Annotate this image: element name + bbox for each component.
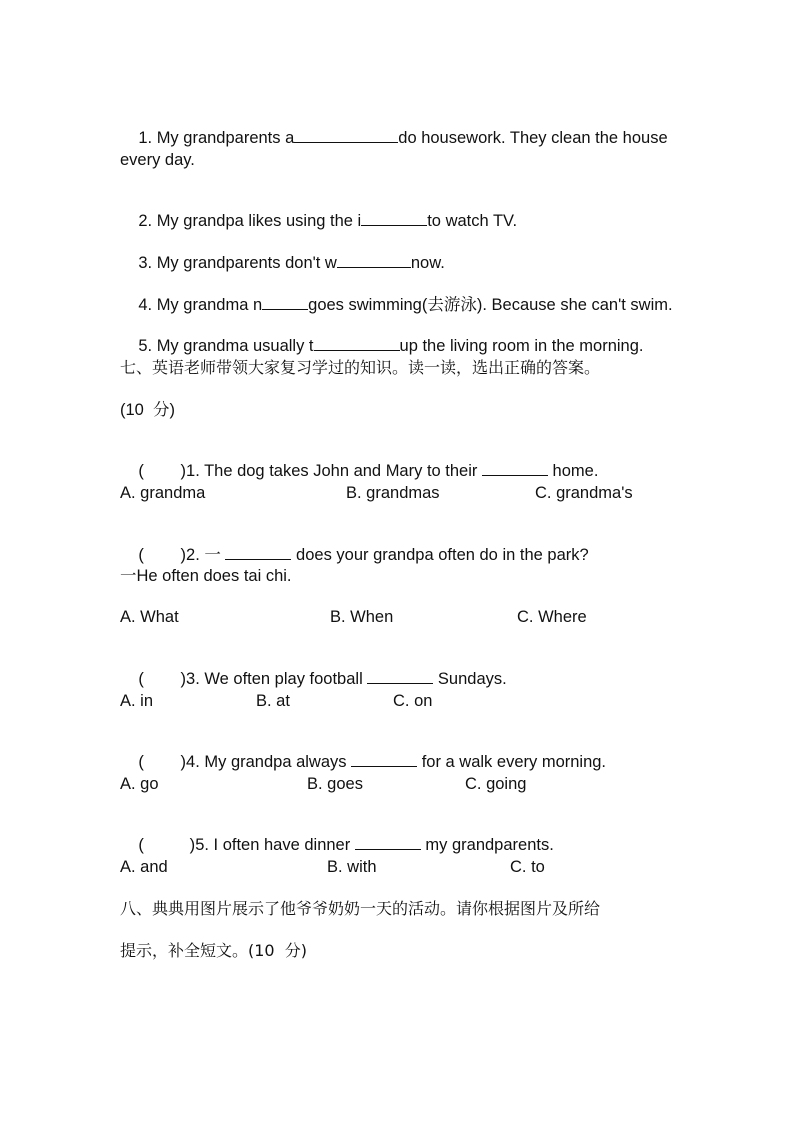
option-c: C. on	[393, 692, 433, 710]
question-text: 1. My grandparents a	[138, 129, 295, 147]
question-text: my grandparents.	[420, 836, 554, 854]
option-c: C. Where	[517, 608, 587, 626]
answer-bracket[interactable]: ( )	[138, 462, 187, 480]
answer-blank	[355, 835, 421, 850]
dialogue-answer-line: 一He often does tai chi.	[120, 567, 292, 585]
question-text: 4. My grandma n	[138, 296, 263, 314]
option-a: A. go	[120, 775, 159, 793]
answer-bracket[interactable]: ( )	[138, 670, 187, 688]
question-text: 2. My grandpa likes using the i	[138, 212, 362, 230]
choice-question-4	[120, 732, 606, 792]
option-a: A. grandma	[120, 484, 206, 502]
option-b: B. at	[256, 692, 290, 710]
question-text: 3. We often play football	[186, 670, 368, 688]
question-text: goes swimming(去游泳). Because she can't swim.	[308, 296, 673, 314]
answer-blank	[482, 461, 548, 476]
fill-question-1-continued: every day.	[120, 151, 195, 169]
answer-blank	[367, 669, 433, 684]
question-text: 5. I often have dinner	[195, 836, 355, 854]
question-text: 3. My grandparents don't w	[138, 254, 337, 272]
fill-question-1	[120, 108, 668, 168]
option-a: A. and	[120, 858, 168, 876]
question-text: up the living room in the morning.	[399, 337, 644, 355]
answer-bracket[interactable]: ( )	[138, 753, 187, 771]
question-text: does your grandpa often do in the park?	[291, 546, 589, 564]
option-b: B. grandmas	[346, 484, 440, 502]
question-text: for a walk every morning.	[417, 753, 607, 771]
question-text: home.	[547, 462, 599, 480]
question-text: 4. My grandpa always	[186, 753, 352, 771]
section-7-score: (10 分)	[120, 401, 176, 419]
option-c: C. to	[510, 858, 545, 876]
question-text: 5. My grandma usually t	[138, 337, 314, 355]
answer-blank	[294, 128, 398, 143]
option-c: C. grandma's	[535, 484, 633, 502]
option-a: A. in	[120, 692, 154, 710]
answer-blank	[337, 253, 411, 268]
answer-blank	[351, 752, 417, 767]
option-b: B. goes	[307, 775, 363, 793]
question-text: Sundays.	[433, 670, 507, 688]
choice-question-3	[120, 649, 507, 709]
section-8-heading: 八、典典用图片展示了他爷爷奶奶一天的活动。请你根据图片及所给	[120, 899, 601, 918]
option-b: B. When	[330, 608, 394, 626]
answer-blank	[262, 295, 308, 310]
answer-blank	[314, 336, 400, 351]
answer-blank	[225, 545, 291, 560]
answer-bracket[interactable]: ( )	[138, 836, 196, 854]
answer-bracket[interactable]: ( )	[138, 546, 187, 564]
question-text: 1. The dog takes John and Mary to their	[186, 462, 482, 480]
question-text: do housework. They clean the house	[398, 129, 668, 147]
section-8-heading-continued: 提示，补全短文。(10 分)	[120, 941, 308, 960]
question-text: now.	[410, 254, 445, 272]
section-7-heading: 七、英语老师带领大家复习学过的知识。读一读，选出正确的答案。	[120, 358, 601, 377]
option-c: C. going	[465, 775, 527, 793]
question-text: to watch TV.	[427, 212, 518, 230]
option-a: A. What	[120, 608, 179, 626]
question-text: 2. 一	[186, 546, 226, 564]
option-b: B. with	[327, 858, 377, 876]
answer-blank	[361, 211, 427, 226]
